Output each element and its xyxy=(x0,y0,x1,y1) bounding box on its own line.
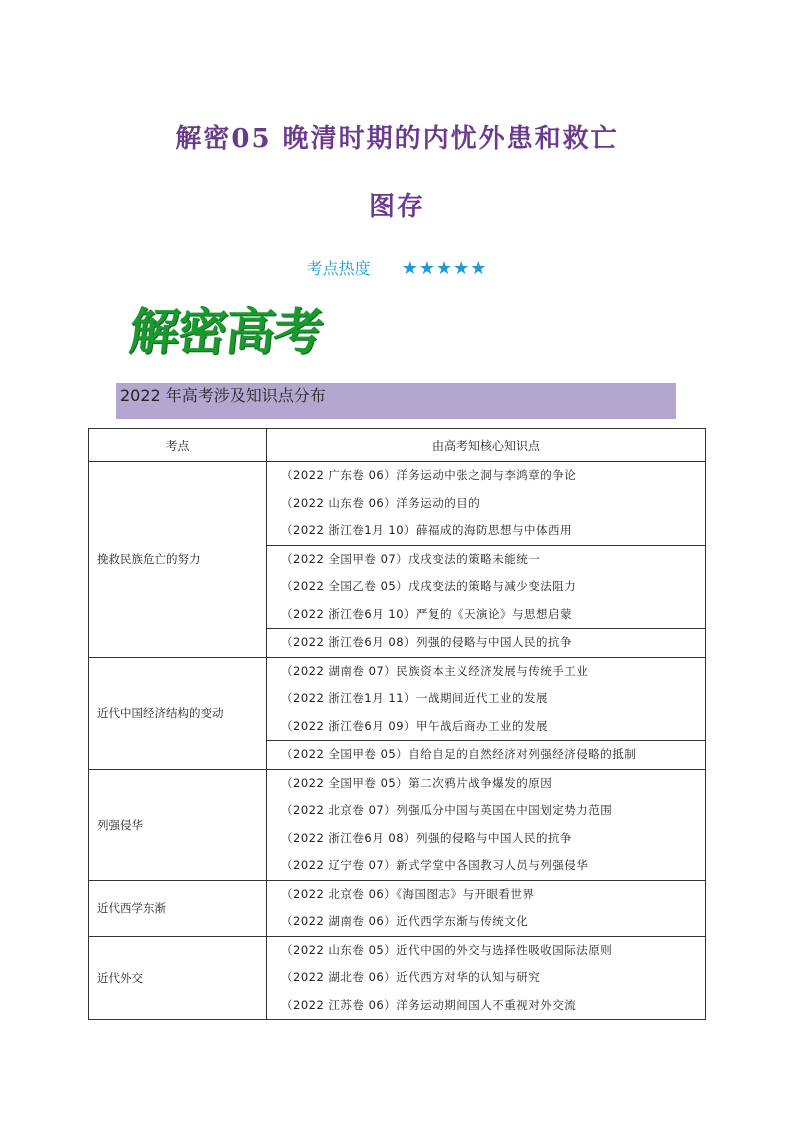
heat-row xyxy=(0,256,794,279)
category-cell: 近代外交 xyxy=(89,936,267,1020)
table-row xyxy=(89,657,706,741)
points-cell xyxy=(267,936,706,1020)
knowledge-point: （2022 辽宁卷 07）新式学堂中各国教习人员与列强侵华 xyxy=(281,858,589,872)
heat-stars-icon: ★★★★★ xyxy=(401,258,488,279)
category-cell: 列强侵华 xyxy=(89,769,267,880)
knowledge-point: （2022 广东卷 06）洋务运动中张之洞与李鸿章的争论 xyxy=(281,468,577,482)
table-row xyxy=(89,769,706,880)
knowledge-point: （2022 湖南卷 06）近代西学东渐与传统文化 xyxy=(281,914,529,928)
table-row xyxy=(89,462,706,546)
section-band: 2022 年高考涉及知识点分布 xyxy=(116,383,676,419)
knowledge-point: （2022 全国乙卷 05）戊戌变法的策略与减少变法阻力 xyxy=(281,579,577,593)
table-body xyxy=(89,462,706,1020)
table-row xyxy=(89,880,706,936)
knowledge-point: （2022 全国甲卷 05）第二次鸦片战争爆发的原因 xyxy=(281,775,553,790)
points-cell xyxy=(267,545,706,629)
knowledge-point: （2022 全国甲卷 07）戊戌变法的策略未能统一 xyxy=(281,551,541,566)
points-cell xyxy=(267,629,706,658)
knowledge-point: （2022 浙江卷1月 11）一战期间近代工业的发展 xyxy=(281,691,549,705)
category-cell: 近代西学东渐 xyxy=(89,880,267,936)
points-cell xyxy=(267,741,706,770)
knowledge-point: （2022 山东卷 06）洋务运动的目的 xyxy=(281,495,481,510)
heat-label: 考点热度 xyxy=(306,259,371,278)
header-col-points: 由高考知核心知识点 xyxy=(267,429,706,462)
logo-banner: 解密高考 xyxy=(126,302,325,361)
knowledge-table xyxy=(88,428,706,1020)
category-cell: 挽救民族危亡的努力 xyxy=(89,462,267,658)
table-header-row xyxy=(89,429,706,462)
points-cell xyxy=(267,657,706,741)
knowledge-point: （2022 浙江卷6月 09）甲午战后商办工业的发展 xyxy=(281,718,549,733)
knowledge-point: （2022 北京卷 06）《海国图志》与开眼看世界 xyxy=(281,886,535,901)
page-title-line2: 图存 xyxy=(368,192,425,222)
knowledge-point: （2022 浙江卷6月 10）严复的《天演论》与思想启蒙 xyxy=(281,606,573,621)
points-cell xyxy=(267,769,706,880)
knowledge-point: （2022 江苏卷 06）洋务运动期间国人不重视对外交流 xyxy=(281,997,577,1012)
knowledge-point: （2022 浙江卷6月 08）列强的侵略与中国人民的抗争 xyxy=(281,830,573,845)
points-cell xyxy=(267,462,706,546)
knowledge-point: （2022 浙江卷6月 08）列强的侵略与中国人民的抗争 xyxy=(281,635,573,649)
knowledge-point: （2022 山东卷 05）近代中国的外交与选择性吸收国际法原则 xyxy=(281,942,613,957)
knowledge-point: （2022 湖北卷 06）近代西方对华的认知与研究 xyxy=(281,970,541,984)
knowledge-point: （2022 全国甲卷 05）自给自足的自然经济对列强经济侵略的抵制 xyxy=(281,747,637,761)
points-cell xyxy=(267,880,706,936)
knowledge-point: （2022 北京卷 07）列强瓜分中国与英国在中国划定势力范围 xyxy=(281,803,613,817)
category-cell: 近代中国经济结构的变动 xyxy=(89,657,267,769)
knowledge-point: （2022 湖南卷 07）民族资本主义经济发展与传统手工业 xyxy=(281,663,589,678)
knowledge-point: （2022 浙江卷1月 10）薛福成的海防思想与中体西用 xyxy=(281,523,573,537)
page-title-line1: 解密05 晚清时期的内忧外患和救亡 xyxy=(175,124,619,154)
header-col-kaodian: 考点 xyxy=(89,429,267,462)
table-row xyxy=(89,936,706,1020)
